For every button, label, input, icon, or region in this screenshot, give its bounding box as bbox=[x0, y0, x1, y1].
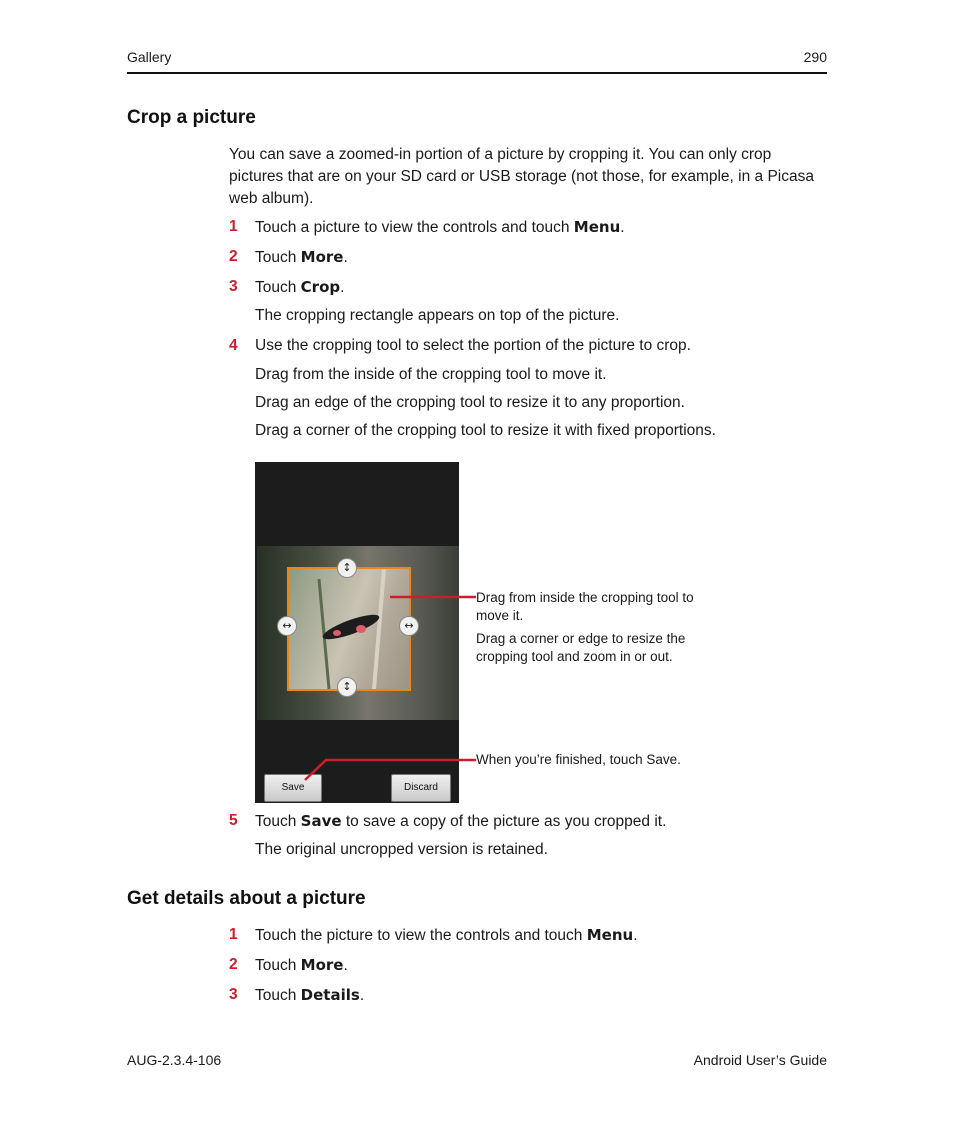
crop-step-2: Touch More. bbox=[255, 248, 348, 266]
running-header-section: Gallery bbox=[127, 49, 172, 65]
step-number: 4 bbox=[229, 337, 238, 354]
page-number: 290 bbox=[803, 49, 827, 65]
keyword: Menu bbox=[586, 926, 634, 944]
footer-title: Android User’s Guide bbox=[693, 1052, 827, 1068]
step-3-note: The cropping rectangle appears on top of the picture. bbox=[255, 307, 620, 324]
crop-step-5: Touch Save to save a copy of the picture as you cropped it. bbox=[255, 812, 667, 830]
resize-handle-left: ↔ bbox=[277, 616, 297, 636]
resize-handle-right: ↔ bbox=[399, 616, 419, 636]
crop-step-1: Touch a picture to view the controls and touch Menu. bbox=[255, 218, 625, 236]
save-button: Save bbox=[264, 774, 322, 802]
step-number: 3 bbox=[229, 986, 238, 1003]
callout-save: When you’re finished, touch Save. bbox=[476, 752, 681, 767]
footer-doc-id: AUG-2.3.4-106 bbox=[127, 1052, 222, 1068]
keyword: Save bbox=[300, 812, 342, 830]
step-number: 3 bbox=[229, 278, 238, 295]
step-4-note-2: Drag an edge of the cropping tool to resize it to any proportion. bbox=[255, 394, 685, 411]
crop-intro-paragraph: You can save a zoomed-in portion of a picture by cropping it. You can only crop pictures that are on your SD card or USB storage (not those, for example, in a Picasa web album). bbox=[229, 146, 814, 207]
callout-resize: Drag a corner or edge to resize the cropping tool and zoom in or out. bbox=[476, 631, 686, 664]
details-step-2: Touch More. bbox=[255, 956, 348, 974]
discard-button: Discard bbox=[391, 774, 451, 802]
crop-step-3: Touch Crop. bbox=[255, 278, 345, 296]
keyword: Crop bbox=[300, 278, 341, 296]
details-step-1: Touch the picture to view the controls and touch Menu. bbox=[255, 926, 638, 944]
keyword: More bbox=[300, 956, 344, 974]
step-number: 1 bbox=[229, 218, 238, 235]
keyword: Menu bbox=[573, 218, 621, 236]
section-title-crop: Crop a picture bbox=[127, 107, 256, 128]
details-step-3: Touch Details. bbox=[255, 986, 365, 1004]
step-5-note: The original uncropped version is retained. bbox=[255, 841, 548, 858]
section-title-details: Get details about a picture bbox=[127, 888, 366, 909]
keyword: More bbox=[300, 248, 344, 266]
resize-handle-top: ↕ bbox=[337, 558, 357, 578]
step-4-note-1: Drag from the inside of the cropping tool to move it. bbox=[255, 366, 607, 383]
callout-move: Drag from inside the cropping tool to move it. bbox=[476, 590, 694, 623]
step-4-note-3: Drag a corner of the cropping tool to resize it with fixed proportions. bbox=[255, 422, 716, 439]
crop-step-4: Use the cropping tool to select the portion of the picture to crop. bbox=[255, 337, 691, 354]
resize-handle-bottom: ↕ bbox=[337, 677, 357, 697]
step-number: 1 bbox=[229, 926, 238, 943]
step-number: 2 bbox=[229, 956, 238, 973]
step-number: 5 bbox=[229, 812, 238, 829]
keyword: Details bbox=[300, 986, 360, 1004]
step-number: 2 bbox=[229, 248, 238, 265]
